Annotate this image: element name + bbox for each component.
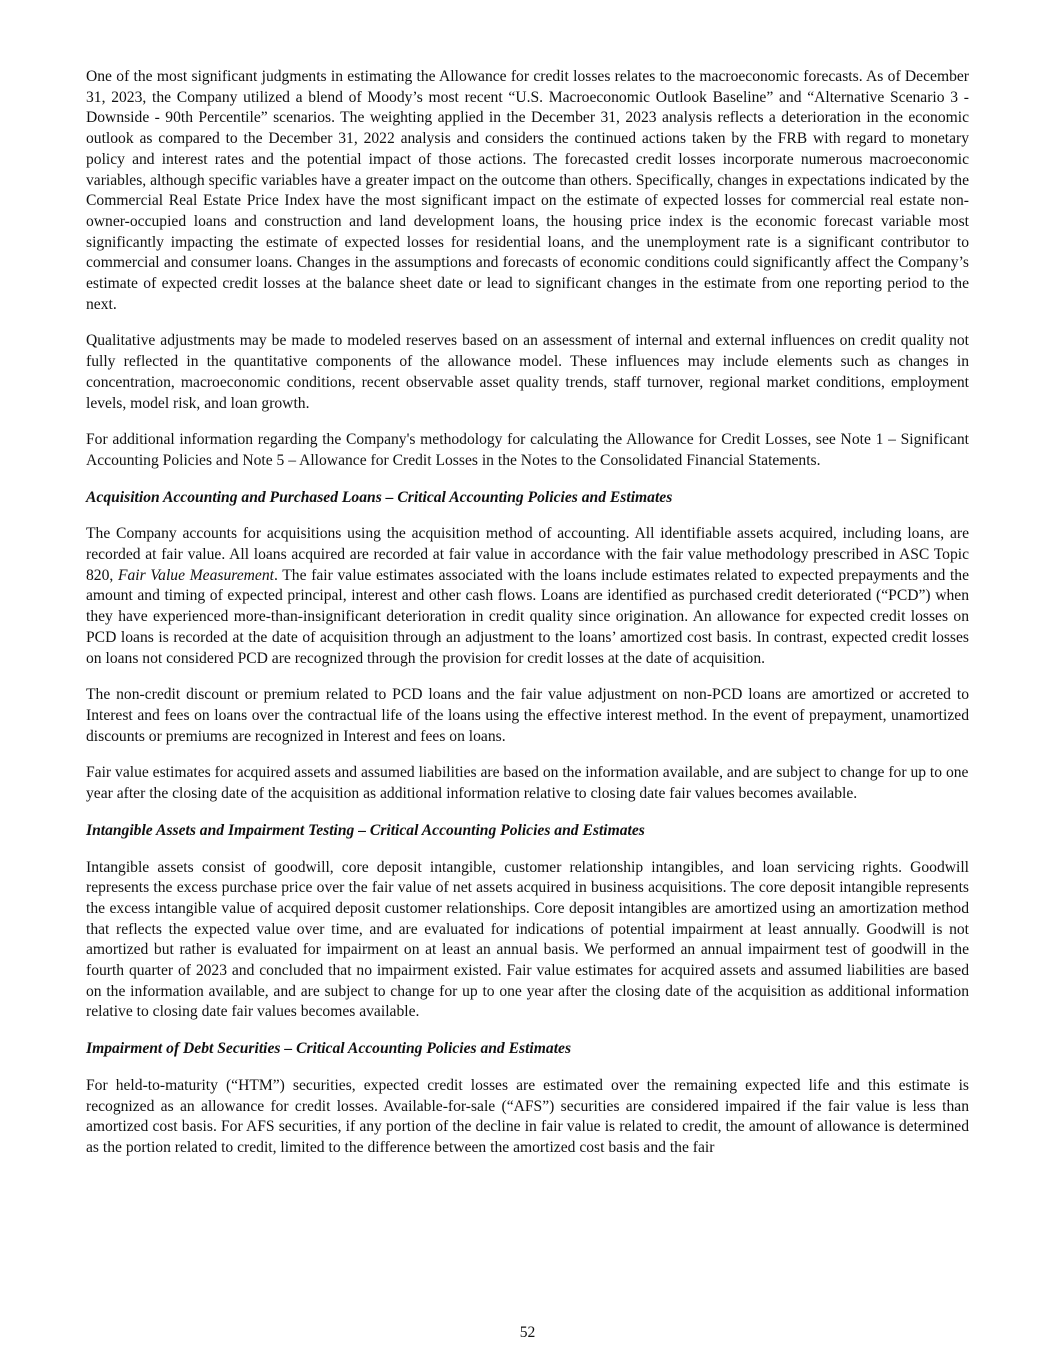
acquisition-paragraph-2: The non-credit discount or premium related to PCD loans and the fair value adjustment on non-PCD loans are amortized or accreted to Interest and fees on loans over the contractual life of the loans using the effective interest method. In the event of prepayment, unamortized discounts or premiums are recognized in Interest and fees on loans.: [86, 686, 969, 745]
intangible-paragraph-1: Intangible assets consist of goodwill, core deposit intangible, customer relationship intangibles, and loan servicing rights. Goodwill represents the excess purchase price over the fair value of net assets acquired in business acquisitions. The core deposit intangible represents the excess intangible value of acquired deposit customer relationships. Core deposit intangibles are amortized using an amortization method that reflects the expected value over time, and are evaluated for indications of potential impairment at least annually. Goodwill is not amortized but rather is evaluated for impairment on at least an annual basis. We performed an annual impairment test of goodwill in the fourth quarter of 2023 and concluded that no impairment existed. Fair value estimates for acquired assets and assumed liabilities are based on the information available, and are subject to change for up to one year after the closing date of the acquisition as additional information relative to closing date fair values becomes available.: [86, 858, 969, 1021]
acquisition-heading: Acquisition Accounting and Purchased Loans – Critical Accounting Policies and Estimates: [86, 488, 673, 506]
acquisition-paragraph-3: Fair value estimates for acquired assets and assumed liabilities are based on the information available, and are subject to change for up to one year after the closing date of the acquisition as additional information relative to closing date fair values becomes available.: [86, 764, 969, 803]
acquisition-paragraph-1: [86, 524, 969, 669]
impairment-paragraph-1: For held-to-maturity (“HTM”) securities, expected credit losses are estimated over the remaining expected life and this estimate is recognized as an allowance for credit losses. Available-for-sale (“AFS”) securities are considered impaired if the fair value is less than amortized cost basis. For AFS securities, if any portion of the decline in fair value is related to credit, the amount of allowance is determined as the portion related to credit, limited to the difference between the amortized cost basis and the fair: [86, 1076, 969, 1156]
acquisition-paragraph-1-text-a: The Company accounts for acquisitions using the acquisition method of accounting. All identifiable assets acquired, including loans, are recorded at fair value. All loans acquired are recorded at fair value in accordance with the fair value methodology prescribed in ASC Topic 820,: [86, 525, 969, 584]
acquisition-paragraph-1-text-b: . The fair value estimates associated with the loans include estimates related to expected prepayments and the amount and timing of expected principal, interest and other cash flows. Loans are identified as purchased credit deteriorated (“PCD”) when they have experienced more-than-insignificant deterioration in credit quality since origination. An allowance for expected credit losses on PCD loans is recorded at the date of acquisition through an adjustment to the loans’ amortized cost basis. In contrast, expected credit losses on loans not considered PCD are recognized through the provision for credit losses at the date of acquisition.: [86, 566, 969, 667]
intangible-heading: Intangible Assets and Impairment Testing – Critical Accounting Policies and Estimates: [86, 821, 645, 839]
page-number: 52: [519, 1324, 536, 1341]
credit-losses-paragraph-3: For additional information regarding the Company's methodology for calculating the Allowance for Credit Losses, see Note 1 – Significant Accounting Policies and Note 5 – Allowance for Credit Losses in the Notes to the Consolidated Financial Statements.: [86, 431, 969, 469]
credit-losses-paragraph-2: Qualitative adjustments may be made to modeled reserves based on an assessment of internal and external influences on credit quality not fully reflected in the quantitative components of the allowance model. These influences may include elements such as changes in concentration, macroeconomic conditions, recent observable asset quality trends, staff turnover, regional market conditions, employment levels, model risk, and loan growth.: [86, 332, 969, 412]
credit-losses-paragraph-1: One of the most significant judgments in estimating the Allowance for credit losses relates to the macroeconomic forecasts. As of December 31, 2023, the Company utilized a blend of Moody’s most recent “U.S. Macroeconomic Outlook Baseline” and “Alternative Scenario 3 - Downside - 90th Percentile” scenarios. The weighting applied in the December 31, 2023 analysis reflects a deterioration in the economic outlook as compared to the December 31, 2022 analysis and considers the continued actions taken by the FRB with regard to monetary policy and interest rates and the potential impact of those actions. The forecasted credit losses incorporate numerous macroeconomic variables, although specific variables have a greater impact on the outcome than others. Specifically, changes in expectations indicated by the Commercial Real Estate Price Index have the most significant impact on the estimate of expected losses for commercial real estate non-owner-occupied loans and construction and land development loans, the housing price index is the economic forecast variable most significantly impacting the estimate of expected losses for residential loans, and the unemployment rate is a significant contributor to commercial and consumer loans. Changes in the assumptions and forecasts of economic conditions could significantly affect the Company’s estimate of expected credit losses at the balance sheet date or lead to significant changes in the estimate from one reporting period to the next.: [86, 68, 969, 313]
document-page: [86, 67, 969, 1175]
impairment-heading: Impairment of Debt Securities – Critical Accounting Policies and Estimates: [86, 1040, 572, 1058]
fair-value-measurement-title: Fair Value Measurement: [117, 566, 274, 584]
